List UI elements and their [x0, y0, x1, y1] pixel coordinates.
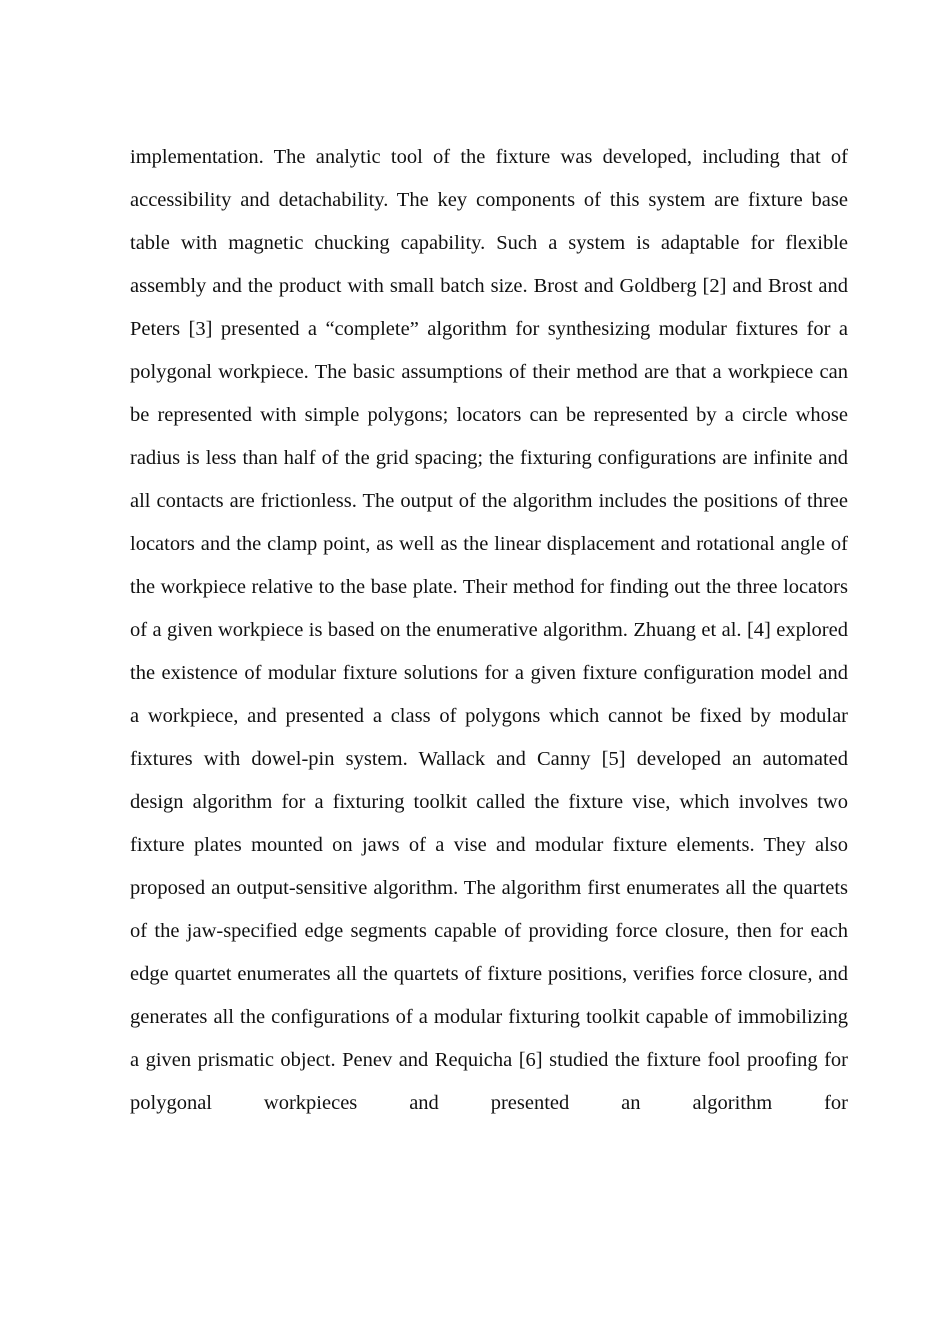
- body-text-column: [130, 136, 848, 1125]
- body-paragraph: implementation. The analytic tool of the fixture was developed, including that of accessibility and detachability. The key components of this system are fixture base table with magnetic chucking capability. Such a system is adaptable for flexible assembly and the product with small batch size. Brost and Goldberg [2] and Brost and Peters [3] presented a “complete” algorithm for synthesizing modular fixtures for a polygonal workpiece. The basic assumptions of their method are that a workpiece can be represented with simple polygons; locators can be represented by a circle whose radius is less than half of the grid spacing; the fixturing configurations are infinite and all contacts are frictionless. The output of the algorithm includes the positions of three locators and the clamp point, as well as the linear displacement and rotational angle of the workpiece relative to the base plate. Their method for finding out the three locators of a given workpiece is based on the enumerative algorithm. Zhuang et al. [4] explored the existence of modular fixture solutions for a given fixture configuration model and a workpiece, and presented a class of polygons which cannot be fixed by modular fixtures with dowel-pin system. Wallack and Canny [5] developed an automated design algorithm for a fixturing toolkit called the fixture vise, which involves two fixture plates mounted on jaws of a vise and modular fixture elements. They also proposed an output-sensitive algorithm. The algorithm first enumerates all the quartets of the jaw-specified edge segments capable of providing force closure, then for each edge quartet enumerates all the quartets of fixture positions, verifies force closure, and generates all the configurations of a modular fixturing toolkit capable of immobilizing a given prismatic object. Penev and Requicha [6] studied the fixture fool proofing for polygonal workpieces and presented an algorithm for: [130, 146, 848, 1114]
